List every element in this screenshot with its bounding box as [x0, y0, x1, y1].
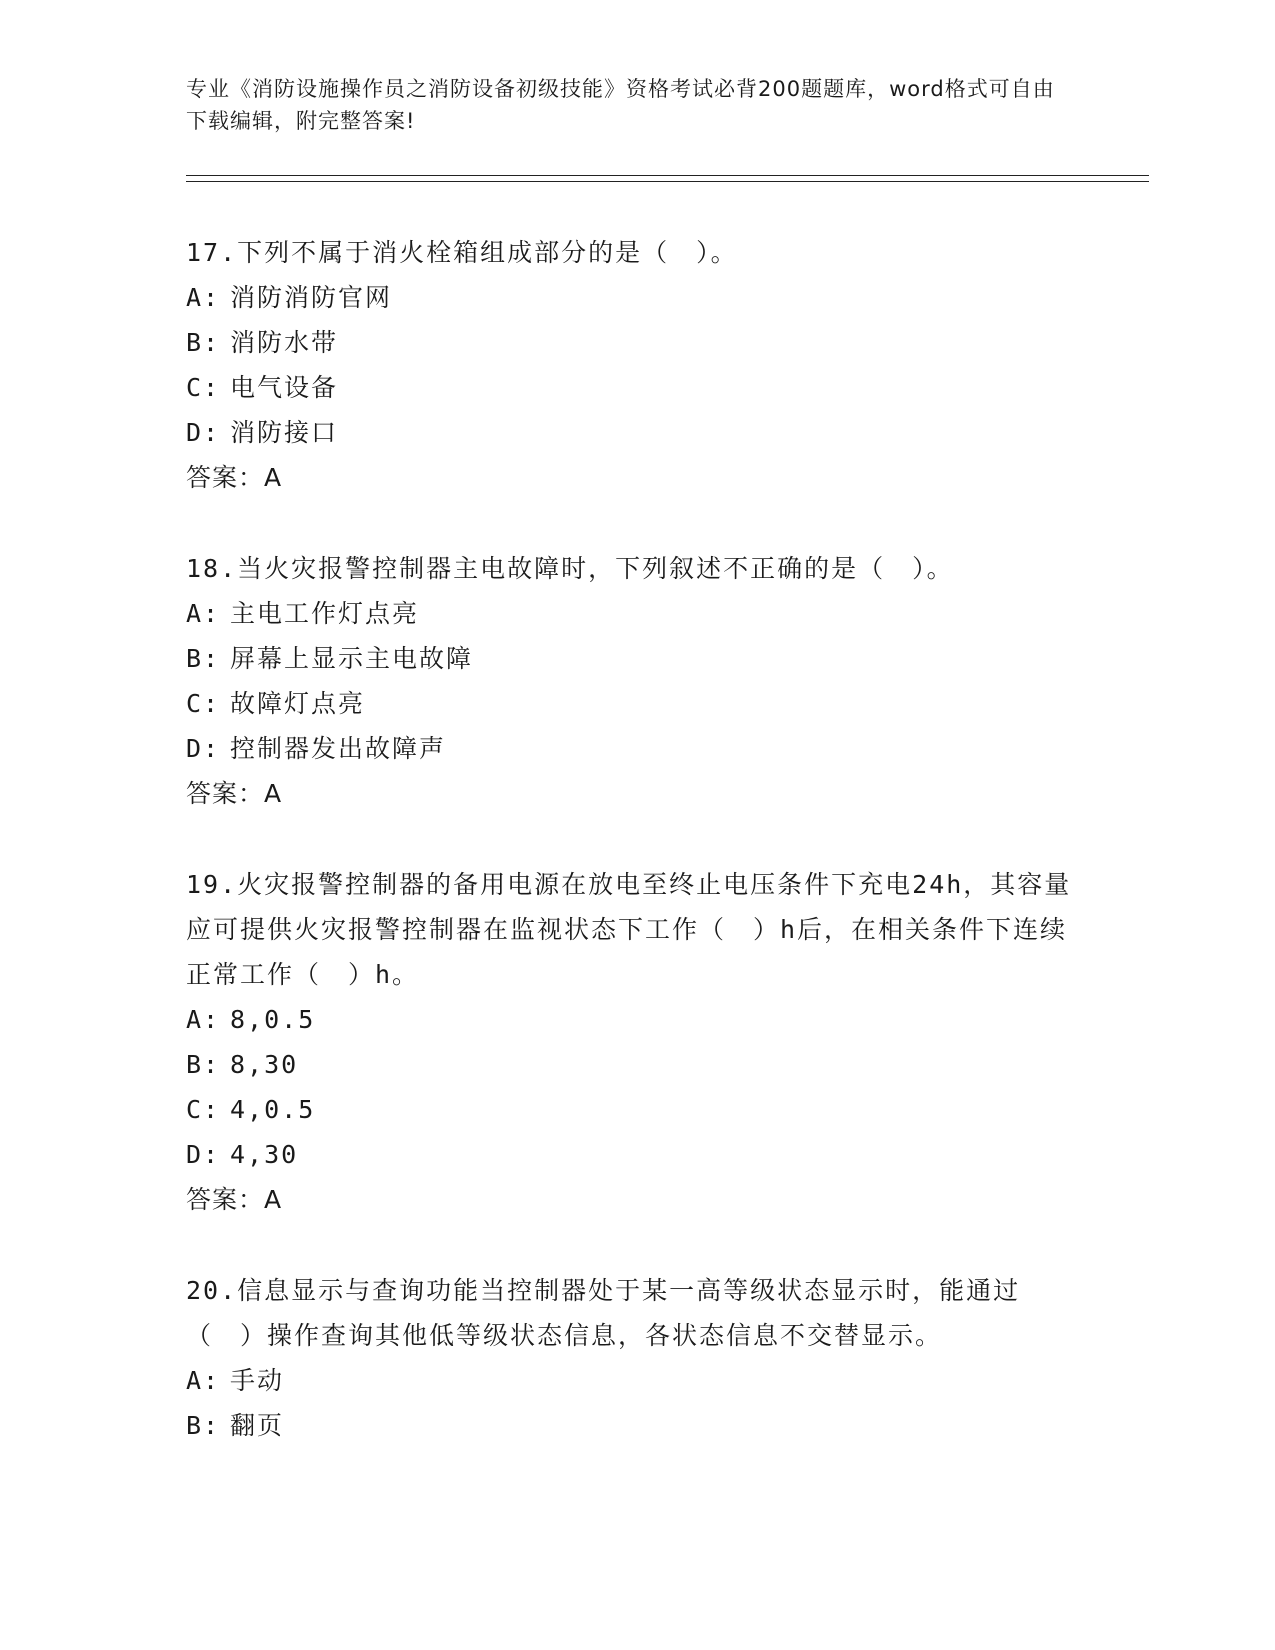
question-stem: 17.下列不属于消火栓箱组成部分的是（ ）。: [186, 238, 738, 267]
question-19: [186, 862, 1086, 1222]
option-key: A:: [186, 599, 221, 628]
answer-line: 答案：A: [186, 463, 283, 492]
option-b: [186, 1042, 1086, 1087]
question-stem: 18.当火灾报警控制器主电故障时，下列叙述不正确的是（ ）。: [186, 554, 954, 583]
option-key: D:: [186, 418, 221, 447]
option-text: 主电工作灯点亮: [230, 599, 420, 628]
option-d: [186, 1132, 1086, 1177]
option-key: C:: [186, 373, 221, 402]
option-text: 电气设备: [230, 373, 339, 402]
option-d: [186, 726, 1086, 771]
option-text: 消防消防官网: [230, 283, 393, 312]
option-key: A:: [186, 283, 221, 312]
option-text: 8,30: [230, 1050, 299, 1079]
option-key: A:: [186, 1005, 221, 1034]
option-key: B:: [186, 328, 221, 357]
option-b: [186, 320, 1086, 365]
option-b: [186, 1403, 1086, 1448]
option-key: C:: [186, 689, 221, 718]
option-b: [186, 636, 1086, 681]
question-stem: 19.火灾报警控制器的备用电源在放电至终止电压条件下充电24h，其容量应可提供火灾报警控制器在监视状态下工作（ ）h后，在相关条件下连续正常工作（ ）h。: [186, 870, 1072, 989]
option-key: D:: [186, 734, 221, 763]
option-d: [186, 410, 1086, 455]
question-stem: 20.信息显示与查询功能当控制器处于某一高等级状态显示时，能通过（ ）操作查询其他低等级状态信息，各状态信息不交替显示。: [186, 1276, 1021, 1350]
option-text: 屏幕上显示主电故障: [230, 644, 474, 673]
document-header: 专业《消防设施操作员之消防设备初级技能》资格考试必背200题题库，word格式可自由下载编辑，附完整答案!: [186, 77, 1055, 133]
option-key: D:: [186, 1140, 221, 1169]
header-divider-bottom: [186, 181, 1149, 182]
option-text: 故障灯点亮: [230, 689, 366, 718]
option-c: [186, 365, 1086, 410]
option-key: B:: [186, 644, 221, 673]
option-a: [186, 591, 1086, 636]
option-key: B:: [186, 1411, 221, 1440]
option-a: [186, 997, 1086, 1042]
option-text: 消防接口: [230, 418, 339, 447]
question-17: [186, 230, 1086, 500]
option-c: [186, 1087, 1086, 1132]
option-text: 手动: [230, 1366, 285, 1395]
option-text: 翻页: [230, 1411, 285, 1440]
question-20: [186, 1268, 1086, 1448]
option-key: A:: [186, 1366, 221, 1395]
option-c: [186, 681, 1086, 726]
question-18: [186, 546, 1086, 816]
option-a: [186, 1358, 1086, 1403]
answer-line: 答案：A: [186, 779, 283, 808]
option-a: [186, 275, 1086, 320]
option-text: 控制器发出故障声: [230, 734, 447, 763]
option-text: 4,0.5: [230, 1095, 316, 1124]
option-key: B:: [186, 1050, 221, 1079]
header-divider-top: [186, 175, 1149, 176]
option-text: 8,0.5: [230, 1005, 316, 1034]
option-text: 消防水带: [230, 328, 339, 357]
option-text: 4,30: [230, 1140, 299, 1169]
option-key: C:: [186, 1095, 221, 1124]
question-list: [186, 230, 1086, 1494]
answer-line: 答案：A: [186, 1185, 283, 1214]
